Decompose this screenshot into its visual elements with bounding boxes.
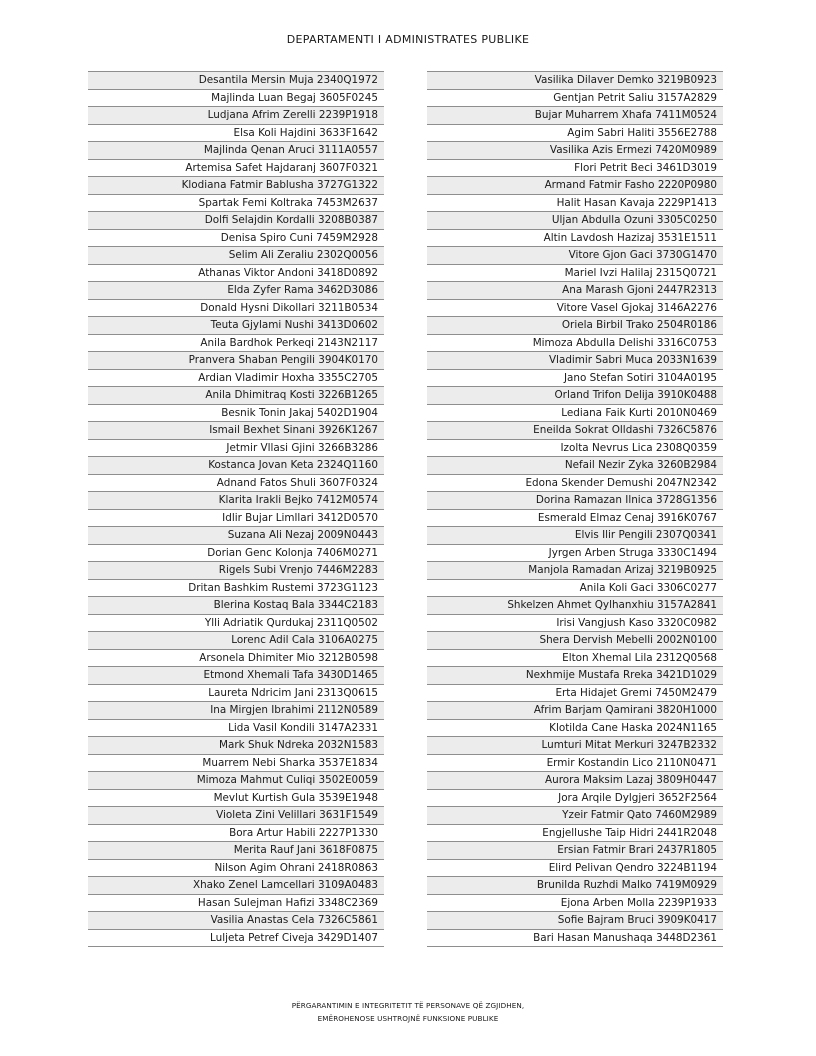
list-item: Lediana Faik Kurti 2010N0469	[427, 405, 723, 423]
list-item: Anila Koli Gaci 3306C0277	[427, 580, 723, 598]
footer-line-1: PËRGARANTIMIN E INTEGRITETIT TË PERSONAVE QË ZGJIDHEN,	[291, 1001, 525, 1010]
list-item: Dorian Genc Kolonja 7406M0271	[88, 545, 384, 563]
list-item: Elda Zyfer Rama 3462D3086	[88, 282, 384, 300]
page-title: DEPARTAMENTI I ADMINISTRATES PUBLIKE	[286, 33, 530, 46]
list-item: Engjellushe Taip Hidri 2441R2048	[427, 825, 723, 843]
list-item: Lumturi Mitat Merkuri 3247B2332	[427, 737, 723, 755]
list-item: Arsonela Dhimiter Mio 3212B0598	[88, 650, 384, 668]
list-item: Bora Artur Habili 2227P1330	[88, 825, 384, 843]
list-item: Ermir Kostandin Lico 2110N0471	[427, 755, 723, 773]
list-item: Ina Mirgjen Ibrahimi 2112N0589	[88, 702, 384, 720]
list-item: Merita Rauf Jani 3618F0875	[88, 842, 384, 860]
list-item: Irisi Vangjush Kaso 3320C0982	[427, 615, 723, 633]
list-item: Selim Ali Zeraliu 2302Q0056	[88, 247, 384, 265]
list-item: Dolfi Selajdin Kordalli 3208B0387	[88, 212, 384, 230]
list-item: Edona Skender Demushi 2047N2342	[427, 475, 723, 493]
list-item: Jano Stefan Sotiri 3104A0195	[427, 370, 723, 388]
list-item: Majlinda Luan Begaj 3605F0245	[88, 90, 384, 108]
list-item: Esmerald Elmaz Cenaj 3916K0767	[427, 510, 723, 528]
list-item: Sofie Bajram Bruci 3909K0417	[427, 912, 723, 930]
list-item: Jyrgen Arben Struga 3330C1494	[427, 545, 723, 563]
list-item: Ersian Fatmir Brari 2437R1805	[427, 842, 723, 860]
list-item: Vitore Vasel Gjokaj 3146A2276	[427, 300, 723, 318]
list-item: Denisa Spiro Cuni 7459M2928	[88, 230, 384, 248]
list-item: Majlinda Qenan Aruci 3111A0557	[88, 142, 384, 160]
list-item: Desantila Mersin Muja 2340Q1972	[88, 72, 384, 90]
list-item: Luljeta Petref Civeja 3429D1407	[88, 930, 384, 948]
list-item: Jetmir Vllasi Gjini 3266B3286	[88, 440, 384, 458]
list-item: Vasilika Dilaver Demko 3219B0923	[427, 72, 723, 90]
list-item: Laureta Ndricim Jani 2313Q0615	[88, 685, 384, 703]
list-item: Orland Trifon Delija 3910K0488	[427, 387, 723, 405]
list-item: Uljan Abdulla Ozuni 3305C0250	[427, 212, 723, 230]
list-item: Manjola Ramadan Arizaj 3219B0925	[427, 562, 723, 580]
list-item: Nexhmije Mustafa Rreka 3421D1029	[427, 667, 723, 685]
list-item: Oriela Birbil Trako 2504R0186	[427, 317, 723, 335]
page-footer	[0, 999, 816, 1025]
list-item: Bari Hasan Manushaqa 3448D2361	[427, 930, 723, 948]
list-item: Nilson Agim Ohrani 2418R0863	[88, 860, 384, 878]
list-item: Teuta Gjylami Nushi 3413D0602	[88, 317, 384, 335]
list-item: Elton Xhemal Lila 2312Q0568	[427, 650, 723, 668]
list-item: Mimoza Mahmut Culiqi 3502E0059	[88, 772, 384, 790]
list-item: Idlir Bujar Limllari 3412D0570	[88, 510, 384, 528]
footer-line-2: EMËROHENOSE USHTROJNË FUNKSIONE PUBLIKE	[317, 1014, 499, 1023]
list-item: Rigels Subi Vrenjo 7446M2283	[88, 562, 384, 580]
left-name-column	[88, 71, 384, 947]
list-item: Ana Marash Gjoni 2447R2313	[427, 282, 723, 300]
list-item: Dritan Bashkim Rustemi 3723G1123	[88, 580, 384, 598]
right-name-column	[427, 71, 723, 947]
list-item: Anila Dhimitraq Kosti 3226B1265	[88, 387, 384, 405]
list-item: Kostanca Jovan Keta 2324Q1160	[88, 457, 384, 475]
list-item: Pranvera Shaban Pengili 3904K0170	[88, 352, 384, 370]
list-item: Mark Shuk Ndreka 2032N1583	[88, 737, 384, 755]
list-item: Vladimir Sabri Muca 2033N1639	[427, 352, 723, 370]
list-item: Vitore Gjon Gaci 3730G1470	[427, 247, 723, 265]
list-item: Halit Hasan Kavaja 2229P1413	[427, 195, 723, 213]
list-item: Elvis Ilir Pengili 2307Q0341	[427, 527, 723, 545]
list-item: Bujar Muharrem Xhafa 7411M0524	[427, 107, 723, 125]
list-item: Elsa Koli Hajdini 3633F1642	[88, 125, 384, 143]
list-item: Mevlut Kurtish Gula 3539E1948	[88, 790, 384, 808]
list-item: Klodiana Fatmir Bablusha 3727G1322	[88, 177, 384, 195]
list-item: Jora Arqile Dylgjeri 3652F2564	[427, 790, 723, 808]
list-item: Violeta Zini Velillari 3631F1549	[88, 807, 384, 825]
list-item: Athanas Viktor Andoni 3418D0892	[88, 265, 384, 283]
list-item: Mimoza Abdulla Delishi 3316C0753	[427, 335, 723, 353]
list-item: Yzeir Fatmir Qato 7460M2989	[427, 807, 723, 825]
list-item: Mariel Ivzi Halilaj 2315Q0721	[427, 265, 723, 283]
list-item: Flori Petrit Beci 3461D3019	[427, 160, 723, 178]
list-item: Ylli Adriatik Qurdukaj 2311Q0502	[88, 615, 384, 633]
list-item: Etmond Xhemali Tafa 3430D1465	[88, 667, 384, 685]
list-item: Aurora Maksim Lazaj 3809H0447	[427, 772, 723, 790]
list-item: Ardian Vladimir Hoxha 3355C2705	[88, 370, 384, 388]
list-item: Armand Fatmir Fasho 2220P0980	[427, 177, 723, 195]
list-item: Vasilika Azis Ermezi 7420M0989	[427, 142, 723, 160]
list-item: Muarrem Nebi Sharka 3537E1834	[88, 755, 384, 773]
list-item: Shera Dervish Mebelli 2002N0100	[427, 632, 723, 650]
list-item: Donald Hysni Dikollari 3211B0534	[88, 300, 384, 318]
list-item: Adnand Fatos Shuli 3607F0324	[88, 475, 384, 493]
list-item: Nefail Nezir Zyka 3260B2984	[427, 457, 723, 475]
list-item: Artemisa Safet Hajdaranj 3607F0321	[88, 160, 384, 178]
list-item: Agim Sabri Haliti 3556E2788	[427, 125, 723, 143]
list-item: Lida Vasil Kondili 3147A2331	[88, 720, 384, 738]
list-item: Blerina Kostaq Bala 3344C2183	[88, 597, 384, 615]
list-item: Afrim Barjam Qamirani 3820H1000	[427, 702, 723, 720]
list-item: Xhako Zenel Lamcellari 3109A0483	[88, 877, 384, 895]
list-item: Altin Lavdosh Hazizaj 3531E1511	[427, 230, 723, 248]
list-item: Lorenc Adil Cala 3106A0275	[88, 632, 384, 650]
list-item: Brunilda Ruzhdi Malko 7419M0929	[427, 877, 723, 895]
list-item: Spartak Femi Koltraka 7453M2637	[88, 195, 384, 213]
list-item: Klotilda Cane Haska 2024N1165	[427, 720, 723, 738]
list-item: Ejona Arben Molla 2239P1933	[427, 895, 723, 913]
list-item: Suzana Ali Nezaj 2009N0443	[88, 527, 384, 545]
list-item: Eneilda Sokrat Olldashi 7326C5876	[427, 422, 723, 440]
list-item: Besnik Tonin Jakaj 5402D1904	[88, 405, 384, 423]
list-item: Ismail Bexhet Sinani 3926K1267	[88, 422, 384, 440]
list-item: Ludjana Afrim Zerelli 2239P1918	[88, 107, 384, 125]
list-item: Klarita Irakli Bejko 7412M0574	[88, 492, 384, 510]
list-item: Dorina Ramazan Ilnica 3728G1356	[427, 492, 723, 510]
list-item: Vasilia Anastas Cela 7326C5861	[88, 912, 384, 930]
list-item: Erta Hidajet Gremi 7450M2479	[427, 685, 723, 703]
list-item: Izolta Nevrus Lica 2308Q0359	[427, 440, 723, 458]
list-item: Hasan Sulejman Hafizi 3348C2369	[88, 895, 384, 913]
list-item: Elird Pelivan Qendro 3224B1194	[427, 860, 723, 878]
list-item: Anila Bardhok Perkeqi 2143N2117	[88, 335, 384, 353]
list-item: Shkelzen Ahmet Qylhanxhiu 3157A2841	[427, 597, 723, 615]
list-item: Gentjan Petrit Saliu 3157A2829	[427, 90, 723, 108]
